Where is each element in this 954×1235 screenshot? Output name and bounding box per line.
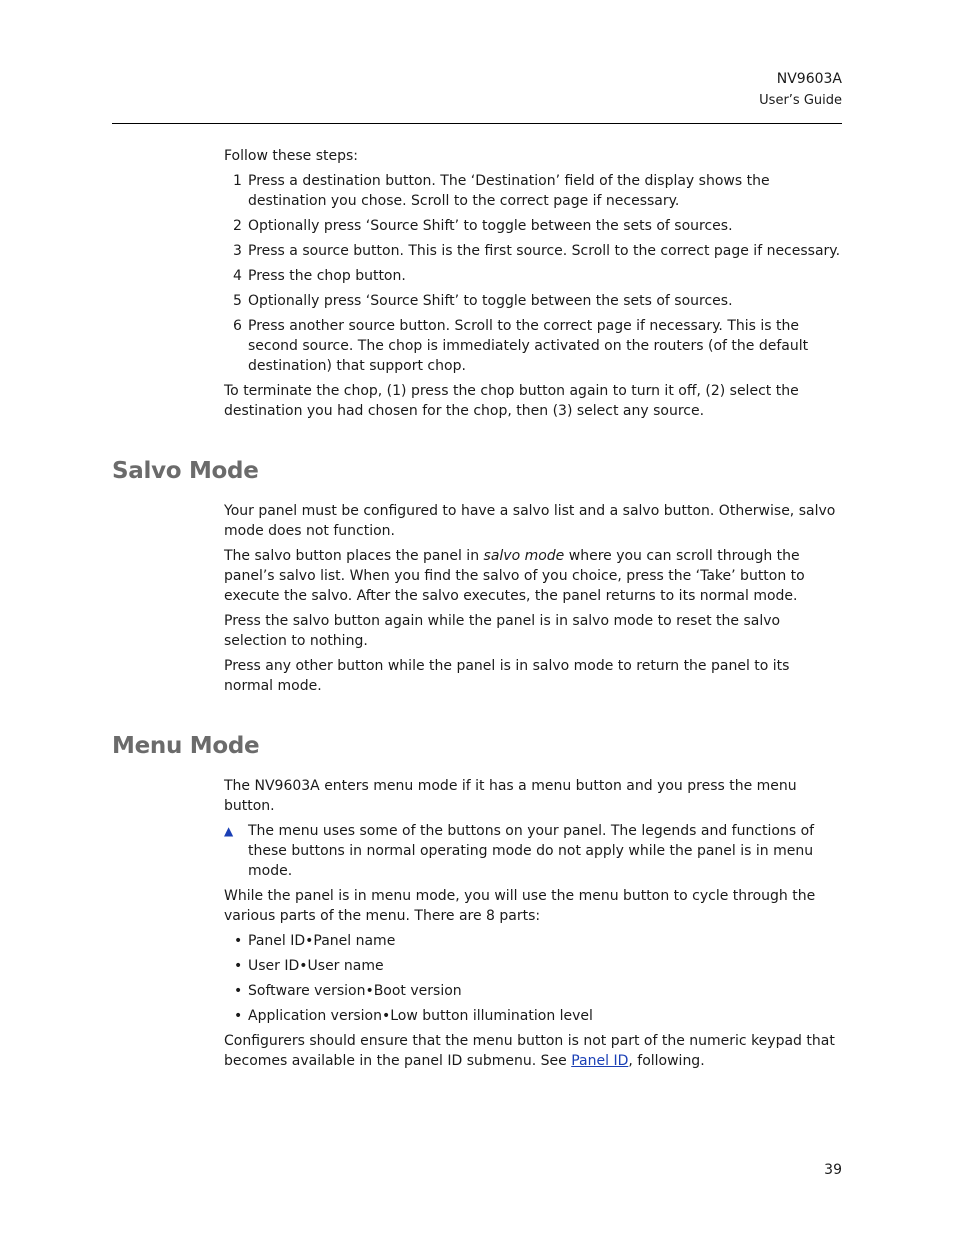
header-rule — [112, 123, 842, 124]
list-item — [224, 1006, 842, 1026]
steps-list — [224, 171, 842, 376]
step-text: Press a source button. This is the first source. Scroll to the correct page if necessary. — [248, 243, 841, 259]
note-triangle-icon: ▲ — [224, 824, 234, 838]
menu-mode-heading: Menu Mode — [112, 733, 260, 759]
list-item — [224, 291, 842, 311]
step-number: 2 — [233, 218, 242, 234]
step-number: 1 — [233, 173, 242, 189]
terminate-chop-paragraph: To terminate the chop, (1) press the chop button again to turn it off, (2) select the destination you had chosen for the chop, then (3) select any source. — [224, 383, 799, 419]
bullet-icon: • — [234, 933, 243, 949]
list-item — [224, 316, 842, 376]
page-body — [0, 146, 954, 1076]
menu-parts-list — [224, 931, 842, 1026]
salvo-p2-lead: The salvo button places the panel in — [224, 548, 484, 564]
menu-p3-lead: Configurers should ensure that the menu button is not part of the numeric keypad that becomes available in the panel ID submenu. See — [224, 1033, 835, 1069]
part-text: User ID•User name — [248, 958, 384, 974]
part-text: Panel ID•Panel name — [248, 933, 396, 949]
step-text: Press another source button. Scroll to the correct page if necessary. This is the second source. The chop is immediately activated on the routers (of the default destination) that support chop. — [248, 318, 809, 374]
salvo-paragraph-3: Press the salvo button again while the panel is in salvo mode to reset the salvo selection to nothing. — [224, 613, 781, 649]
step-number: 4 — [233, 268, 242, 284]
salvo-paragraph-1: Your panel must be configured to have a salvo list and a salvo button. Otherwise, salvo mode does not function. — [224, 503, 836, 539]
page-number: 39 — [824, 1162, 842, 1178]
step-number: 5 — [233, 293, 242, 309]
note-text: The menu uses some of the buttons on your panel. The legends and functions of these buttons in normal operating mode do not apply while the panel is in menu mode. — [248, 823, 815, 879]
note-item — [224, 821, 842, 881]
menu-p3-rest: , following. — [628, 1053, 705, 1069]
menu-paragraph-2: While the panel is in menu mode, you will use the menu button to cycle through the various parts of the menu. There are 8 parts: — [224, 888, 816, 924]
steps-intro: Follow these steps: — [224, 148, 358, 164]
step-number: 6 — [233, 318, 242, 334]
step-text: Press the chop button. — [248, 268, 406, 284]
list-item — [224, 216, 842, 236]
step-text: Optionally press ‘Source Shift’ to toggle between the sets of sources. — [248, 218, 733, 234]
salvo-mode-term: salvo mode — [483, 548, 565, 564]
step-text: Press a destination button. The ‘Destination’ field of the display shows the destination you chose. Scroll to the correct page if necessary. — [248, 173, 770, 209]
list-item — [224, 241, 842, 261]
salvo-mode-heading: Salvo Mode — [112, 458, 259, 484]
bullet-icon: • — [234, 983, 243, 999]
step-text: Optionally press ‘Source Shift’ to toggle between the sets of sources. — [248, 293, 733, 309]
header-document-type: User’s Guide — [759, 93, 842, 108]
menu-paragraph-3 — [224, 1031, 842, 1071]
note-block — [224, 821, 842, 881]
list-item — [224, 266, 842, 286]
bullet-icon: • — [234, 1008, 243, 1024]
salvo-paragraph-4: Press any other button while the panel is in salvo mode to return the panel to its normal mode. — [224, 658, 790, 694]
list-item — [224, 171, 842, 211]
list-item — [224, 931, 842, 951]
salvo-paragraph-2 — [224, 546, 842, 606]
running-header — [759, 70, 842, 110]
part-text: Application version•Low button illumination level — [248, 1008, 593, 1024]
salvo-p2-rest: where you can scroll through the panel’s salvo list. When you find the salvo of you choice, press the ‘Take’ button to execute the salvo. After the salvo executes, the panel returns to its normal mode. — [224, 548, 805, 604]
menu-paragraph-1: The NV9603A enters menu mode if it has a menu button and you press the menu button. — [224, 778, 797, 814]
step-number: 3 — [233, 243, 242, 259]
part-text: Software version•Boot version — [248, 983, 462, 999]
panel-id-link[interactable]: Panel ID — [571, 1053, 629, 1069]
header-product: NV9603A — [776, 71, 842, 87]
bullet-icon: • — [234, 958, 243, 974]
list-item — [224, 956, 842, 976]
list-item — [224, 981, 842, 1001]
